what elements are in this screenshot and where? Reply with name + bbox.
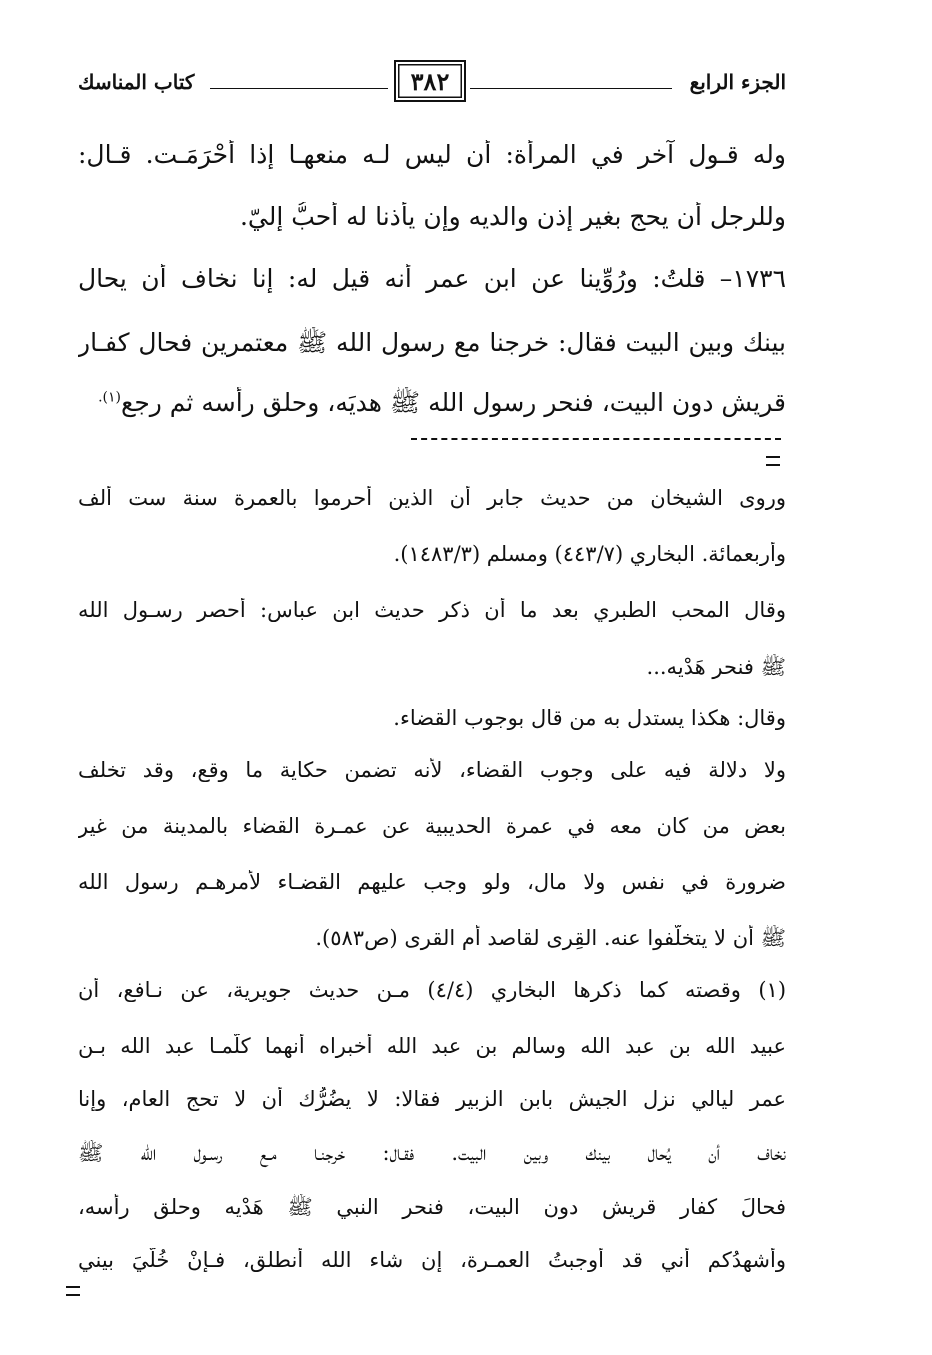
note-line-7: بعض من كان معه في عمرة الحديبية عن عمـرة القضاء بالمدينة من غير xyxy=(78,814,786,838)
footnote-marker: (١). xyxy=(98,389,122,406)
main-line-1: وله قـول آخر في المرأة: أن ليس لـه منعهـا إذا أحْرَمَـت. قـال: xyxy=(78,140,786,169)
header-rule-left xyxy=(210,88,388,89)
footnote-line-1: (١) وقصته كما ذكرها البخاري (٤/٤) مـن حديث جويرية، عن نـافع، أن xyxy=(78,978,786,1002)
main-line-2: وللرجل أن يحج بغير إذن والديه وإن يأذنا له أحبُّ إليّ. xyxy=(239,202,786,231)
book-title: كتاب المناسك xyxy=(78,70,195,94)
footnote-separator xyxy=(411,438,781,440)
main-line-5-text: قريش دون البيت، فنحر رسول الله ﷺ هديَه، وحلق رأسه ثم رجع xyxy=(121,388,786,417)
note-line-9: ﷺ أن لا يتخلّفوا عنه. القِرى لقاصد أم القرى (ص٥٨٣). xyxy=(315,926,786,950)
main-line-5 xyxy=(78,387,786,424)
continuation-mark-bottom xyxy=(66,1286,80,1296)
footnote-line-2: عبيد الله بن عبد الله وسالم بن عبد الله أخبراه أنهما كلّمـا عبد الله بـن xyxy=(78,1034,786,1058)
page-header xyxy=(78,58,786,104)
note-line-1: وروى الشيخان من حديث جابر أن الذين أحرموا بالعمرة سنة ست ألف xyxy=(78,486,786,510)
footnote-line-3: عمر ليالي نزل الجيش بابن الزبير فقالا: لا يضُرُّك أن لا تحج العام، وإنا xyxy=(78,1087,786,1111)
note-line-8: ضرورة في نفس ولا مال، ولو وجب عليهم القضـاء لأمرهـم رسول الله xyxy=(78,870,786,894)
note-line-6: ولا دلالة فيه على وجوب القضاء، لأنه تضمن حكاية ما وقع، وقد تخلف xyxy=(78,758,786,782)
note-line-5: وقال: هكذا يستدل به من قال بوجوب القضاء. xyxy=(393,706,786,730)
footnote-line-4: نخاف أن يُحال بينك وبين البيت. فقـال: خرجنـا مـع رسـول الله ﷺ xyxy=(78,1141,786,1165)
note-line-4: ﷺ فنحر هَدْيه... xyxy=(646,655,786,679)
note-line-3: وقال المحب الطبري بعد ما أن ذكر حديث ابن عباس: أحصر رسـول الله xyxy=(78,598,786,622)
footnote-line-5: فحالَ كفار قريش دون البيت، فنحر النبي ﷺ هَدْيه وحلق رأسه، xyxy=(78,1195,786,1219)
footnote-line-6: وأشهِدُكم أني قد أوجبتُ العمـرة، إن شاء الله أنطلق، فـإنْ خُلّيَ بيني xyxy=(78,1248,786,1272)
part-title: الجزء الرابع xyxy=(689,70,786,94)
main-line-3: ١٧٣٦– قلتُ: ورُوِّينا عن ابن عمر أنه قيل له: إنا نخاف أن يحال xyxy=(78,264,786,293)
continuation-mark xyxy=(766,456,780,466)
main-line-4: بينك وبين البيت فقال: خرجنا مع رسول الله ﷺ معتمرين فحال كفـار xyxy=(78,328,786,357)
header-rule-right xyxy=(470,88,672,89)
page-number: ٣٨٢ xyxy=(394,60,466,102)
note-line-2: وأربعمائة. البخاري (٤٤٣/٧) ومسلم (١٤٨٣/٣). xyxy=(393,542,786,566)
